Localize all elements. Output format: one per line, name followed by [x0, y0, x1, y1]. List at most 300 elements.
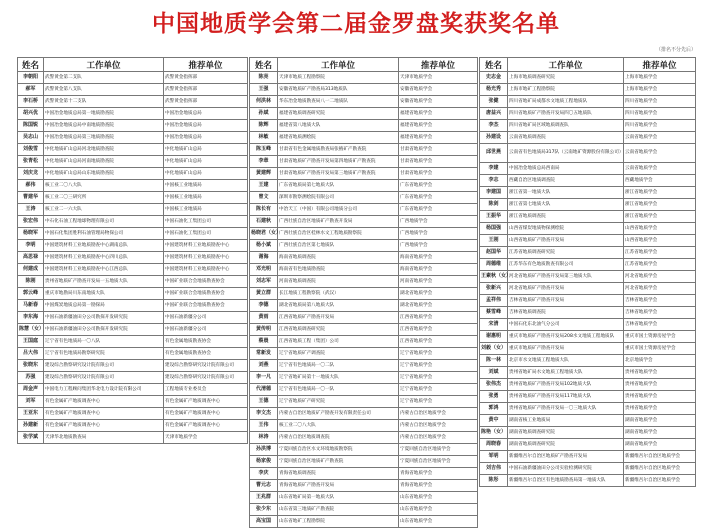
- winner-name: 张青松: [18, 156, 44, 168]
- work-unit: 核工业二一六大队: [44, 204, 164, 216]
- winner-name: 王强: [250, 84, 278, 96]
- winner-name: 曹元志: [250, 480, 278, 492]
- winner-name: 刘俊雪: [18, 144, 44, 156]
- table-row: [250, 396, 478, 408]
- work-unit: 中国石油新疆油田分公司勘探开发研究院: [44, 312, 164, 324]
- work-unit: 青海省地质矿产勘查开发局: [278, 480, 399, 492]
- work-unit: 辽宁省地矿局第十一地质大队: [278, 372, 399, 384]
- table-row: [18, 348, 248, 360]
- work-unit: 甘肃省地质矿产勘查开发局第三地质矿产勘查院: [278, 168, 399, 180]
- table-row: [480, 199, 696, 211]
- recommending-unit: 四川省地质学会: [624, 108, 696, 120]
- winner-name: 蔡雪峰: [480, 307, 508, 319]
- table-row: [250, 288, 478, 300]
- recommending-unit: 有色金属矿产地质调查中心: [164, 396, 248, 408]
- recommending-unit: 北京地质学会: [624, 355, 696, 367]
- winner-name: 王刚: [480, 235, 508, 247]
- recommending-unit: 广西地质学会: [399, 240, 478, 252]
- work-unit: 辽宁省有色地质局一〇二队: [278, 360, 399, 372]
- work-unit: 建设综合勘察研究设计院有限公司: [44, 372, 164, 384]
- ranking-note: （排名不分先后）: [655, 47, 696, 53]
- winner-name: 王涛: [18, 204, 44, 216]
- table-row: [250, 108, 478, 120]
- table-row: [480, 367, 696, 379]
- work-unit: 贵州省地质矿产勘查开发局102地质大队: [508, 379, 624, 391]
- winner-name: 李德: [250, 300, 278, 312]
- table-row: [480, 415, 696, 427]
- recommending-unit: 海南省地质学会: [399, 252, 478, 264]
- work-unit: 江西省地质调查研究院: [278, 324, 399, 336]
- table-row: [250, 312, 478, 324]
- table-row: [480, 319, 696, 331]
- winner-name: 宋清: [480, 319, 508, 331]
- recommending-unit: 宁夏回族自治区地质学会: [399, 456, 478, 468]
- table-row: [480, 163, 696, 175]
- header-name: 姓名: [18, 58, 44, 72]
- recommending-unit: 贵州省地质学会: [624, 379, 696, 391]
- work-unit: 新疆维吾尔自治区有色地质勘查局第一地质大队: [508, 475, 624, 487]
- winner-name: 王国庭: [18, 336, 44, 348]
- work-unit: 有色金属矿产地质调查中心: [44, 420, 164, 432]
- recommending-unit: 工程地质专业委员会: [164, 384, 248, 396]
- table-row: [250, 228, 478, 240]
- winner-name: 杨国强: [480, 223, 508, 235]
- work-unit: 天津华北地质勘查局: [44, 432, 164, 444]
- recommending-unit: 湖南省地质学会: [624, 439, 696, 451]
- table-row: [250, 96, 478, 108]
- recommending-unit: 中国冶金地质总局: [164, 108, 248, 120]
- recommending-unit: 云南省地质学会: [624, 132, 696, 144]
- work-unit: 中国冶金地质总局第一地质勘查院: [44, 108, 164, 120]
- recommending-unit: 甘肃省地质学会: [399, 156, 478, 168]
- header-recommender: 推荐单位: [164, 58, 248, 72]
- recommending-unit: 中国石油化工集团公司: [164, 228, 248, 240]
- table-row: [480, 108, 696, 120]
- recommending-unit: 中化地质矿山总局: [164, 144, 248, 156]
- table-header-row: [480, 58, 696, 72]
- recommending-unit: 中化地质矿山总局: [164, 168, 248, 180]
- work-unit: 重庆市地质矿产勘查开发局208水文地质工程地质队: [508, 331, 624, 343]
- header-name: 姓名: [480, 58, 508, 72]
- work-unit: 辽宁省地质矿产研究院: [278, 396, 399, 408]
- recommending-unit: 中国建筑材料工业地质勘查中心: [164, 240, 248, 252]
- winner-name: 李东海: [18, 312, 44, 324]
- table-row: [250, 516, 478, 528]
- table-row: [250, 120, 478, 132]
- work-unit: 江西省地质矿产勘查开发局: [278, 312, 399, 324]
- winner-name: 胡兴优: [18, 108, 44, 120]
- work-unit: 海南省有色地质勘查院: [278, 264, 399, 276]
- work-unit: 北京市水文地质工程地质大队: [508, 355, 624, 367]
- header-work-unit: 工作单位: [44, 58, 164, 72]
- work-unit: 中国冶金地质总局第三地质勘查院: [44, 132, 164, 144]
- winner-name: 史志金: [480, 72, 508, 84]
- winner-name: 高宝国: [250, 516, 278, 528]
- table-row: [250, 408, 478, 420]
- table-row: [18, 396, 248, 408]
- winner-name: 周晓春: [480, 439, 508, 451]
- table-row: [250, 420, 478, 432]
- table-row: [480, 403, 696, 415]
- work-unit: 上海市地质调查研究院: [508, 72, 624, 84]
- work-unit: 江苏华东有色地质勘查有限公司: [508, 259, 624, 271]
- recommending-unit: 青海省地质学会: [399, 480, 478, 492]
- table-row: [250, 168, 478, 180]
- winner-name: 苏强: [18, 372, 44, 384]
- work-unit: 湖北省地质局第八地质大队: [278, 300, 399, 312]
- winner-name: 何洪林: [250, 96, 278, 108]
- work-unit: 吉林省地质矿产勘查开发局: [508, 295, 624, 307]
- table-row: [18, 408, 248, 420]
- work-unit: 重庆市地质矿产勘查开发局: [508, 343, 624, 355]
- work-unit: 上海市地矿工程勘察院: [508, 84, 624, 96]
- table-row: [18, 144, 248, 156]
- work-unit: 山东省地矿工程勘察院: [278, 516, 399, 528]
- work-unit: 安徽省地质矿产勘查局313地质队: [278, 84, 399, 96]
- work-unit: 贵州省地质矿产勘查开发局117地质大队: [508, 391, 624, 403]
- table-row: [18, 420, 248, 432]
- table-row: [480, 175, 696, 187]
- recommending-unit: 中国石油新疆分公司: [164, 312, 248, 324]
- recommending-unit: 中国石油新疆分公司: [164, 324, 248, 336]
- award-table-right: [479, 57, 696, 487]
- work-unit: 山西省煤炭地质物探测绘院: [508, 223, 624, 235]
- table-row: [18, 192, 248, 204]
- winner-name: 李建国: [480, 187, 508, 199]
- table-row: [250, 372, 478, 384]
- winner-name: 陈艳（女）: [480, 427, 508, 439]
- winner-name: 黄立群: [250, 288, 278, 300]
- work-unit: 福建省第八地质大队: [278, 120, 399, 132]
- work-unit: 天津市地质工程勘察院: [278, 72, 399, 84]
- recommending-unit: 江苏省地质学会: [624, 247, 696, 259]
- winner-name: 马新春: [18, 300, 44, 312]
- work-unit: 中国建筑材料工业地质勘查中心江西总队: [44, 264, 164, 276]
- work-unit: 建设综合勘察研究设计院有限公司: [44, 360, 164, 372]
- winner-name: 王建: [250, 180, 278, 192]
- winner-name: 李明: [18, 240, 44, 252]
- winner-name: 张宏伟: [18, 216, 44, 228]
- winner-name: 王振华: [480, 211, 508, 223]
- work-unit: 浙江省地质调查院: [508, 211, 624, 223]
- winner-name: 赵国华: [480, 247, 508, 259]
- table-row: [250, 264, 478, 276]
- work-unit: 有色金属矿产地质调查中心: [44, 396, 164, 408]
- table-row: [18, 252, 248, 264]
- recommending-unit: 重庆市国土资源房屋学会: [624, 331, 696, 343]
- table-row: [250, 444, 478, 456]
- recommending-unit: 湖北省地质学会: [399, 288, 478, 300]
- recommending-unit: 重庆市国土资源房屋学会: [624, 343, 696, 355]
- table-row: [480, 283, 696, 295]
- recommending-unit: 广东省地质学会: [399, 180, 478, 192]
- work-unit: 中国电力工程顾问集团华北电力设计院有限公司: [44, 384, 164, 396]
- recommending-unit: 辽宁省地质学会: [399, 396, 478, 408]
- work-unit: 海南省地质调查院: [278, 252, 399, 264]
- table-row: [18, 228, 248, 240]
- work-unit: 青海省地质调查院: [278, 468, 399, 480]
- winner-name: 陈慧（女）: [18, 324, 44, 336]
- table-row: [480, 355, 696, 367]
- header-recommender: 推荐单位: [624, 58, 696, 72]
- work-unit: 武警黄金第八支队: [44, 84, 164, 96]
- table-row: [250, 144, 478, 156]
- work-unit: 武警黄金第二支队: [44, 72, 164, 84]
- table-row: [18, 432, 248, 444]
- work-unit: 山东省第三地质矿产勘查院: [278, 504, 399, 516]
- winner-name: 蔡晨: [250, 336, 278, 348]
- table-row: [250, 204, 478, 216]
- winner-name: 李朝阳: [18, 72, 44, 84]
- winner-name: 陈一林: [480, 355, 508, 367]
- work-unit: 广西壮族自治区第七地质队: [278, 240, 399, 252]
- recommending-unit: 江西省地质学会: [399, 324, 478, 336]
- table-row: [18, 204, 248, 216]
- table-row: [250, 240, 478, 252]
- table-row: [480, 271, 696, 283]
- recommending-unit: 武警黄金指挥部: [164, 72, 248, 84]
- recommending-unit: 西藏地质学会: [624, 175, 696, 187]
- winner-name: 杨家俊: [250, 456, 278, 468]
- table-row: [250, 180, 478, 192]
- winner-name: 常新发: [250, 348, 278, 360]
- work-unit: 湖南省地质调查研究院: [508, 427, 624, 439]
- table-row: [18, 300, 248, 312]
- recommending-unit: 新疆维吾尔自治区地质学会: [624, 475, 696, 487]
- table-row: [250, 360, 478, 372]
- table-row: [250, 156, 478, 168]
- winner-name: 孟祥伟: [480, 295, 508, 307]
- recommending-unit: 上海市地质学会: [624, 72, 696, 84]
- recommending-unit: 中国建筑材料工业地质勘查中心: [164, 252, 248, 264]
- winner-name: 陈玉峰: [250, 144, 278, 156]
- recommending-unit: 辽宁省地质学会: [399, 384, 478, 396]
- recommending-unit: 山东省地质学会: [399, 504, 478, 516]
- winner-name: 陈长有: [250, 204, 278, 216]
- work-unit: 辽宁省有色地质局勘察研究院: [44, 348, 164, 360]
- recommending-unit: 有色金属地质勘查协会: [164, 348, 248, 360]
- recommending-unit: 福建省地质学会: [399, 108, 478, 120]
- work-unit: 湖南省核工业地质局: [508, 415, 624, 427]
- work-unit: 中石化石油工程地球物理有限公司: [44, 216, 164, 228]
- recommending-unit: 中化地质矿山总局: [164, 156, 248, 168]
- winner-name: 陈彤: [480, 475, 508, 487]
- table-row: [480, 307, 696, 319]
- work-unit: 贵州省地质矿产勘查开发局一〇三地质大队: [508, 403, 624, 415]
- recommending-unit: 安徽省地质学会: [399, 96, 478, 108]
- table-row: [18, 180, 248, 192]
- winner-name: 张学斌: [18, 432, 44, 444]
- work-unit: 吉林省地质调查院: [508, 307, 624, 319]
- recommending-unit: 青海省地质学会: [399, 468, 478, 480]
- table-row: [18, 132, 248, 144]
- table-header-row: [18, 58, 248, 72]
- recommending-unit: 武警黄金指挥部: [164, 84, 248, 96]
- table-row: [480, 427, 696, 439]
- winner-name: 林涛: [250, 432, 278, 444]
- recommending-unit: 广西地质学会: [399, 216, 478, 228]
- table-row: [250, 432, 478, 444]
- recommending-unit: 河北省地质学会: [624, 271, 696, 283]
- recommending-unit: 辽宁省地质学会: [399, 372, 478, 384]
- table-row: [250, 468, 478, 480]
- work-unit: 宁夏回族自治区水文环境地质勘察院: [278, 444, 399, 456]
- recommending-unit: 云南省地质学会: [624, 163, 696, 175]
- winner-name: 黄雨: [250, 312, 278, 324]
- table-row: [480, 211, 696, 223]
- work-unit: 广西壮族自治区地质矿产勘查开发局: [278, 216, 399, 228]
- winner-name: 谢惠明: [480, 331, 508, 343]
- recommending-unit: 云南省地质学会: [624, 144, 696, 163]
- recommending-unit: 中国核工业地质局: [164, 180, 248, 192]
- table-row: [480, 132, 696, 144]
- winner-name: 吕大伟: [18, 348, 44, 360]
- winner-name: 刘军: [18, 396, 44, 408]
- table-row: [480, 295, 696, 307]
- table-row: [250, 324, 478, 336]
- recommending-unit: 福建省地质学会: [399, 132, 478, 144]
- table-row: [18, 216, 248, 228]
- table-row: [18, 312, 248, 324]
- table-row: [18, 168, 248, 180]
- recommending-unit: 新疆维吾尔自治区地质学会: [624, 463, 696, 475]
- table-row: [250, 492, 478, 504]
- work-unit: 中国建筑材料工业地质勘查中心四川总队: [44, 252, 164, 264]
- work-unit: 福建省地质调查研究院: [278, 108, 399, 120]
- work-unit: 西藏自治区地质调查院: [508, 175, 624, 187]
- work-unit: 辽宁省地质矿产调查院: [278, 348, 399, 360]
- table-row: [250, 72, 478, 84]
- work-unit: 中国煤炭地质总局第一勘探局: [44, 300, 164, 312]
- winner-name: 杨小斌: [250, 240, 278, 252]
- recommending-unit: 甘肃省地质学会: [399, 144, 478, 156]
- header-work-unit: 工作单位: [278, 58, 399, 72]
- recommending-unit: 贵州省地质学会: [624, 391, 696, 403]
- recommending-unit: 内蒙古自治区地质学会: [399, 408, 478, 420]
- winner-name: 王亚东: [18, 408, 44, 420]
- recommending-unit: 新疆维吾尔自治区地质学会: [624, 451, 696, 463]
- winner-name: 高思禄: [18, 252, 44, 264]
- work-unit: 长江地质工程勘察院（武汉）: [278, 288, 399, 300]
- winner-name: 张新兴: [480, 283, 508, 295]
- table-row: [250, 192, 478, 204]
- winner-name: 刘庆龙: [18, 168, 44, 180]
- table-row: [18, 264, 248, 276]
- winner-name: 代清德: [250, 384, 278, 396]
- work-unit: 贵州省地矿局水文地质工程地质大队: [508, 367, 624, 379]
- winner-name: 陈亮: [250, 72, 278, 84]
- work-unit: 云南省地质调查院: [508, 132, 624, 144]
- table-row: [250, 300, 478, 312]
- recommending-unit: 内蒙古自治区地质学会: [399, 432, 478, 444]
- work-unit: 中国冶金地质总局西南局: [508, 163, 624, 175]
- table-row: [18, 336, 248, 348]
- winner-name: 黄建辉: [250, 168, 278, 180]
- recommending-unit: 吉林省地质学会: [624, 319, 696, 331]
- work-unit: 重庆市地勘局川东南地质大队: [44, 288, 164, 300]
- winner-name: 林敏: [250, 132, 278, 144]
- winner-name: 张晓东: [18, 360, 44, 372]
- table-row: [480, 391, 696, 403]
- table-row: [250, 252, 478, 264]
- page-title: 中国地质学会第二届金罗盘奖获奖名单: [152, 10, 560, 37]
- recommending-unit: 辽宁省地质学会: [399, 360, 478, 372]
- work-unit: 中国石油新疆油田分公司勘探开发研究院: [44, 324, 164, 336]
- winner-name: 孙斌: [250, 108, 278, 120]
- winner-name: 周金声: [18, 384, 44, 396]
- work-unit: 广东省地质局第七地质大队: [278, 180, 399, 192]
- winner-name: 郝军: [18, 84, 44, 96]
- winner-name: 杨光秀: [480, 84, 508, 96]
- recommending-unit: 贵州省地质学会: [624, 367, 696, 379]
- award-table-middle: [249, 57, 478, 528]
- recommending-unit: 中国矿业联合会地质勘查协会: [164, 276, 248, 288]
- work-unit: 辽宁省有色地质局一〇八队: [44, 336, 164, 348]
- recommending-unit: 有色金属地质勘查协会: [164, 336, 248, 348]
- table-row: [18, 240, 248, 252]
- work-unit: 中化地质矿山总局山东地质勘查院: [44, 168, 164, 180]
- table-row: [480, 343, 696, 355]
- winner-name: 王德: [250, 396, 278, 408]
- winner-name: 唐益兴: [480, 108, 508, 120]
- recommending-unit: 江西省地质学会: [399, 336, 478, 348]
- recommending-unit: 江西省地质学会: [399, 312, 478, 324]
- winner-name: 李一凡: [250, 372, 278, 384]
- recommending-unit: 河北省地质学会: [624, 283, 696, 295]
- winner-name: 陈刚: [18, 276, 44, 288]
- winner-name: 王伟: [250, 420, 278, 432]
- recommending-unit: 中国核工业地质局: [164, 204, 248, 216]
- work-unit: 核工业二〇八大队: [44, 180, 164, 192]
- winner-name: 孙建设: [480, 132, 508, 144]
- recommending-unit: 中国冶金地质总局: [164, 132, 248, 144]
- recommending-unit: 中国冶金地质总局: [164, 120, 248, 132]
- recommending-unit: 福建省地质学会: [399, 120, 478, 132]
- winner-name: 石建秋: [250, 216, 278, 228]
- work-unit: 浙江省第一地质大队: [508, 187, 624, 199]
- table-row: [480, 379, 696, 391]
- work-unit: 福建省地质测绘院: [278, 132, 399, 144]
- recommending-unit: 浙江省地质学会: [624, 187, 696, 199]
- winner-name: 吴志山: [18, 132, 44, 144]
- work-unit: 中国石油新疆油田分公司实验检测研究院: [508, 463, 624, 475]
- winner-name: 陈剑: [480, 199, 508, 211]
- work-unit: 广西壮族自治区桂林水文工程地质勘察院: [278, 228, 399, 240]
- winner-name: 邱世燕: [480, 144, 508, 163]
- work-unit: 甘肃省有色金属地质勘查局张掖矿产勘查院: [278, 144, 399, 156]
- recommending-unit: 山东省地质学会: [399, 492, 478, 504]
- work-unit: 浙江省第七地质大队: [508, 199, 624, 211]
- table-row: [480, 72, 696, 84]
- recommending-unit: 四川省地质学会: [624, 96, 696, 108]
- work-unit: 中国冶金地质总局中南地质勘查院: [44, 120, 164, 132]
- table-row: [250, 348, 478, 360]
- winner-name: 孙建新: [18, 420, 44, 432]
- winner-name: 曾文: [250, 192, 278, 204]
- winner-name: 陈辉: [250, 120, 278, 132]
- table-row: [18, 72, 248, 84]
- winner-name: 郭鸿: [480, 403, 508, 415]
- header-recommender: 推荐单位: [399, 58, 478, 72]
- work-unit: 贵州省地质矿产勘查开发局一五地质大队: [44, 276, 164, 288]
- work-unit: 有色金属矿产地质调查中心: [44, 408, 164, 420]
- winner-name: 王兆群: [250, 492, 278, 504]
- recommending-unit: 江苏省地质学会: [624, 259, 696, 271]
- recommending-unit: 广东省地质学会: [399, 204, 478, 216]
- table-row: [18, 288, 248, 300]
- recommending-unit: 吉林省地质学会: [624, 295, 696, 307]
- header-work-unit: 工作单位: [508, 58, 624, 72]
